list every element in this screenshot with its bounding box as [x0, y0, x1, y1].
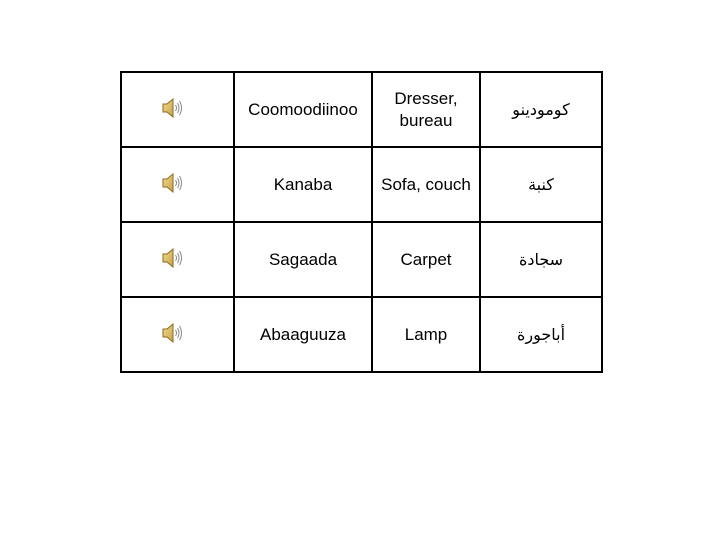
english-cell [372, 297, 480, 372]
english-text: Lamp [404, 324, 448, 344]
english-text: Carpet [400, 249, 452, 269]
table-row [121, 72, 602, 147]
arabic-cell: كنبة [480, 147, 602, 222]
speaker-icon[interactable] [162, 248, 184, 268]
table-row [121, 297, 602, 372]
table-row [121, 147, 602, 222]
audio-cell[interactable] [121, 297, 234, 372]
audio-cell[interactable] [121, 147, 234, 222]
vocabulary-table [120, 71, 603, 373]
english-cell [372, 222, 480, 297]
english-text: Sofa, couch [381, 174, 471, 194]
transliteration-cell: Kanaba [234, 147, 372, 222]
transliteration-cell: Abaaguuza [234, 297, 372, 372]
transliteration-cell: Coomoodiinoo [234, 72, 372, 147]
english-text: Dresser, bureau [394, 88, 458, 130]
audio-cell[interactable] [121, 72, 234, 147]
speaker-icon[interactable] [162, 98, 184, 118]
audio-cell[interactable] [121, 222, 234, 297]
speaker-icon[interactable] [162, 173, 184, 193]
transliteration-cell: Sagaada [234, 222, 372, 297]
arabic-cell: كومودينو [480, 72, 602, 147]
english-cell [372, 147, 480, 222]
table-row [121, 222, 602, 297]
speaker-icon[interactable] [162, 323, 184, 343]
arabic-cell: سجادة [480, 222, 602, 297]
arabic-cell: أباجورة [480, 297, 602, 372]
english-cell [372, 72, 480, 147]
